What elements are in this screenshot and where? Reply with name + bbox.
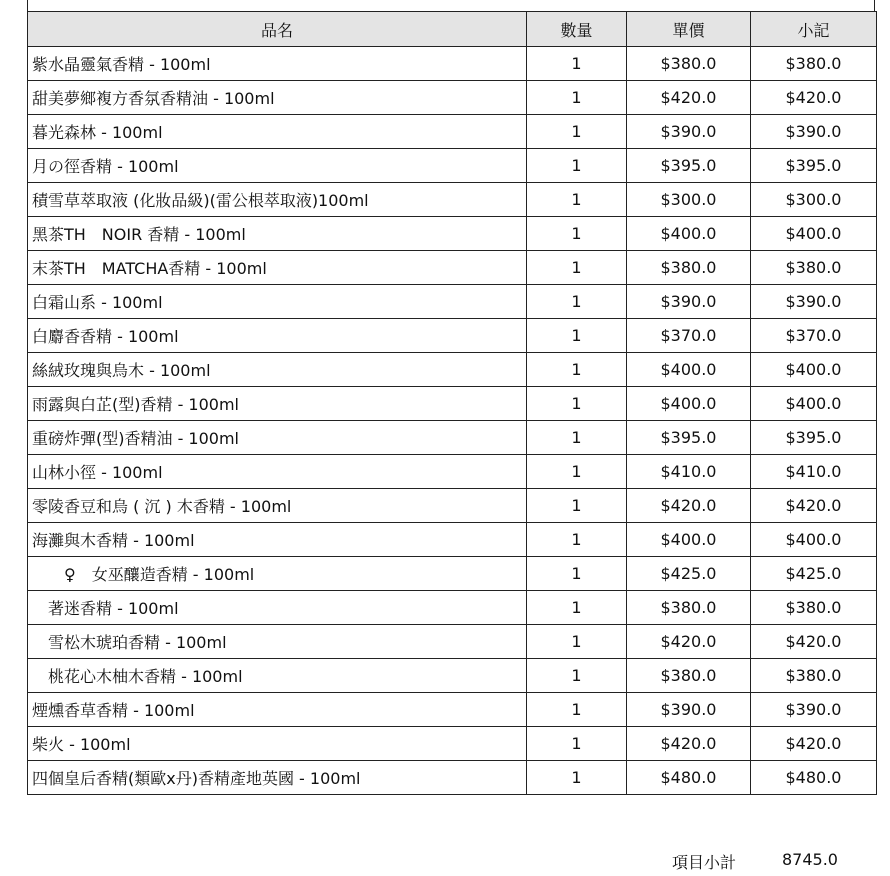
quantity-cell: 1 (527, 659, 627, 693)
header-item-name: 品名 (28, 12, 527, 47)
subtotal-cell: $380.0 (751, 47, 877, 81)
subtotal-cell: $420.0 (751, 81, 877, 115)
item-name-cell: 白霜山系 - 100ml (28, 285, 527, 319)
table-row (28, 693, 877, 727)
quantity-cell: 1 (527, 523, 627, 557)
unit-price-cell: $390.0 (627, 693, 751, 727)
quantity-cell: 1 (527, 693, 627, 727)
table-row (28, 489, 877, 523)
subtotal-cell: $390.0 (751, 693, 877, 727)
table-row (28, 115, 877, 149)
item-name-cell: 暮光森林 - 100ml (28, 115, 527, 149)
quantity-cell: 1 (527, 251, 627, 285)
item-name-cell: 四個皇后香精(類歐x丹)香精產地英國 - 100ml (28, 761, 527, 795)
table-row (28, 47, 877, 81)
unit-price-cell: $395.0 (627, 149, 751, 183)
table-row (28, 149, 877, 183)
table-row (28, 183, 877, 217)
quantity-cell: 1 (527, 761, 627, 795)
summary (0, 848, 890, 872)
subtotal-cell: $370.0 (751, 319, 877, 353)
header-subtotal: 小記 (751, 12, 877, 47)
subtotal-cell: $395.0 (751, 149, 877, 183)
item-name-cell: 甜美夢鄉複方香氛香精油 - 100ml (28, 81, 527, 115)
subtotal-cell: $410.0 (751, 455, 877, 489)
table-row (28, 387, 877, 421)
unit-price-cell: $420.0 (627, 727, 751, 761)
unit-price-cell: $380.0 (627, 47, 751, 81)
item-name-cell: 末茶TH MATCHA香精 - 100ml (28, 251, 527, 285)
item-name-cell: ♀ 女巫釀造香精 - 100ml (28, 557, 527, 591)
item-name-cell: 桃花心木柚木香精 - 100ml (28, 659, 527, 693)
table-row (28, 523, 877, 557)
unit-price-cell: $480.0 (627, 761, 751, 795)
item-name-cell: 煙燻香草香精 - 100ml (28, 693, 527, 727)
subtotal-cell: $380.0 (751, 591, 877, 625)
table-frame-top (27, 0, 875, 11)
table-header-row (28, 12, 877, 47)
item-name-cell: 積雪草萃取液 (化妝品級)(雷公根萃取液)100ml (28, 183, 527, 217)
unit-price-cell: $425.0 (627, 557, 751, 591)
unit-price-cell: $400.0 (627, 217, 751, 251)
table-row (28, 421, 877, 455)
table-row (28, 455, 877, 489)
summary-value: 8745.0 (782, 850, 838, 869)
quantity-cell: 1 (527, 557, 627, 591)
table-row (28, 285, 877, 319)
unit-price-cell: $420.0 (627, 81, 751, 115)
subtotal-cell: $400.0 (751, 523, 877, 557)
unit-price-cell: $300.0 (627, 183, 751, 217)
quantity-cell: 1 (527, 387, 627, 421)
quantity-cell: 1 (527, 149, 627, 183)
subtotal-cell: $420.0 (751, 727, 877, 761)
unit-price-cell: $410.0 (627, 455, 751, 489)
subtotal-cell: $380.0 (751, 659, 877, 693)
table-header (28, 12, 877, 47)
unit-price-cell: $400.0 (627, 353, 751, 387)
quantity-cell: 1 (527, 353, 627, 387)
subtotal-cell: $390.0 (751, 115, 877, 149)
unit-price-cell: $420.0 (627, 489, 751, 523)
table-row (28, 727, 877, 761)
subtotal-cell: $390.0 (751, 285, 877, 319)
item-name-cell: 零陵香豆和烏 ( 沉 ) 木香精 - 100ml (28, 489, 527, 523)
subtotal-cell: $400.0 (751, 217, 877, 251)
subtotal-cell: $400.0 (751, 387, 877, 421)
item-name-cell: 紫水晶靈氣香精 - 100ml (28, 47, 527, 81)
quantity-cell: 1 (527, 421, 627, 455)
item-name-cell: 絲絨玫瑰與烏木 - 100ml (28, 353, 527, 387)
subtotal-cell: $380.0 (751, 251, 877, 285)
quantity-cell: 1 (527, 81, 627, 115)
unit-price-cell: $380.0 (627, 591, 751, 625)
quantity-cell: 1 (527, 183, 627, 217)
table-row (28, 557, 877, 591)
item-name-cell: 柴火 - 100ml (28, 727, 527, 761)
subtotal-cell: $400.0 (751, 353, 877, 387)
item-name-cell: 著迷香精 - 100ml (28, 591, 527, 625)
subtotal-cell: $480.0 (751, 761, 877, 795)
subtotal-cell: $420.0 (751, 489, 877, 523)
unit-price-cell: $400.0 (627, 523, 751, 557)
item-name-cell: 黑茶TH NOIR 香精 - 100ml (28, 217, 527, 251)
subtotal-cell: $300.0 (751, 183, 877, 217)
quantity-cell: 1 (527, 217, 627, 251)
quantity-cell: 1 (527, 115, 627, 149)
unit-price-cell: $380.0 (627, 251, 751, 285)
table-row (28, 251, 877, 285)
unit-price-cell: $395.0 (627, 421, 751, 455)
unit-price-cell: $370.0 (627, 319, 751, 353)
table-row (28, 217, 877, 251)
item-name-cell: 山林小徑 - 100ml (28, 455, 527, 489)
unit-price-cell: $390.0 (627, 285, 751, 319)
quantity-cell: 1 (527, 455, 627, 489)
unit-price-cell: $380.0 (627, 659, 751, 693)
unit-price-cell: $400.0 (627, 387, 751, 421)
quantity-cell: 1 (527, 727, 627, 761)
item-name-cell: 月の徑香精 - 100ml (28, 149, 527, 183)
table-row (28, 761, 877, 795)
item-name-cell: 雨露與白芷(型)香精 - 100ml (28, 387, 527, 421)
table-body (28, 47, 877, 795)
unit-price-cell: $390.0 (627, 115, 751, 149)
quantity-cell: 1 (527, 625, 627, 659)
unit-price-cell: $420.0 (627, 625, 751, 659)
item-name-cell: 海灘與木香精 - 100ml (28, 523, 527, 557)
item-name-cell: 雪松木琥珀香精 - 100ml (28, 625, 527, 659)
quantity-cell: 1 (527, 285, 627, 319)
quantity-cell: 1 (527, 591, 627, 625)
table-row (28, 625, 877, 659)
item-name-cell: 重磅炸彈(型)香精油 - 100ml (28, 421, 527, 455)
table-row (28, 319, 877, 353)
table-row (28, 591, 877, 625)
quantity-cell: 1 (527, 319, 627, 353)
order-items-table (27, 11, 877, 795)
subtotal-cell: $425.0 (751, 557, 877, 591)
summary-label: 項目小計 (672, 853, 737, 872)
table-row (28, 81, 877, 115)
table-row (28, 353, 877, 387)
table-row (28, 659, 877, 693)
subtotal-cell: $395.0 (751, 421, 877, 455)
quantity-cell: 1 (527, 489, 627, 523)
header-quantity: 數量 (527, 12, 627, 47)
quantity-cell: 1 (527, 47, 627, 81)
subtotal-cell: $420.0 (751, 625, 877, 659)
item-name-cell: 白麝香香精 - 100ml (28, 319, 527, 353)
header-unit-price: 單價 (627, 12, 751, 47)
